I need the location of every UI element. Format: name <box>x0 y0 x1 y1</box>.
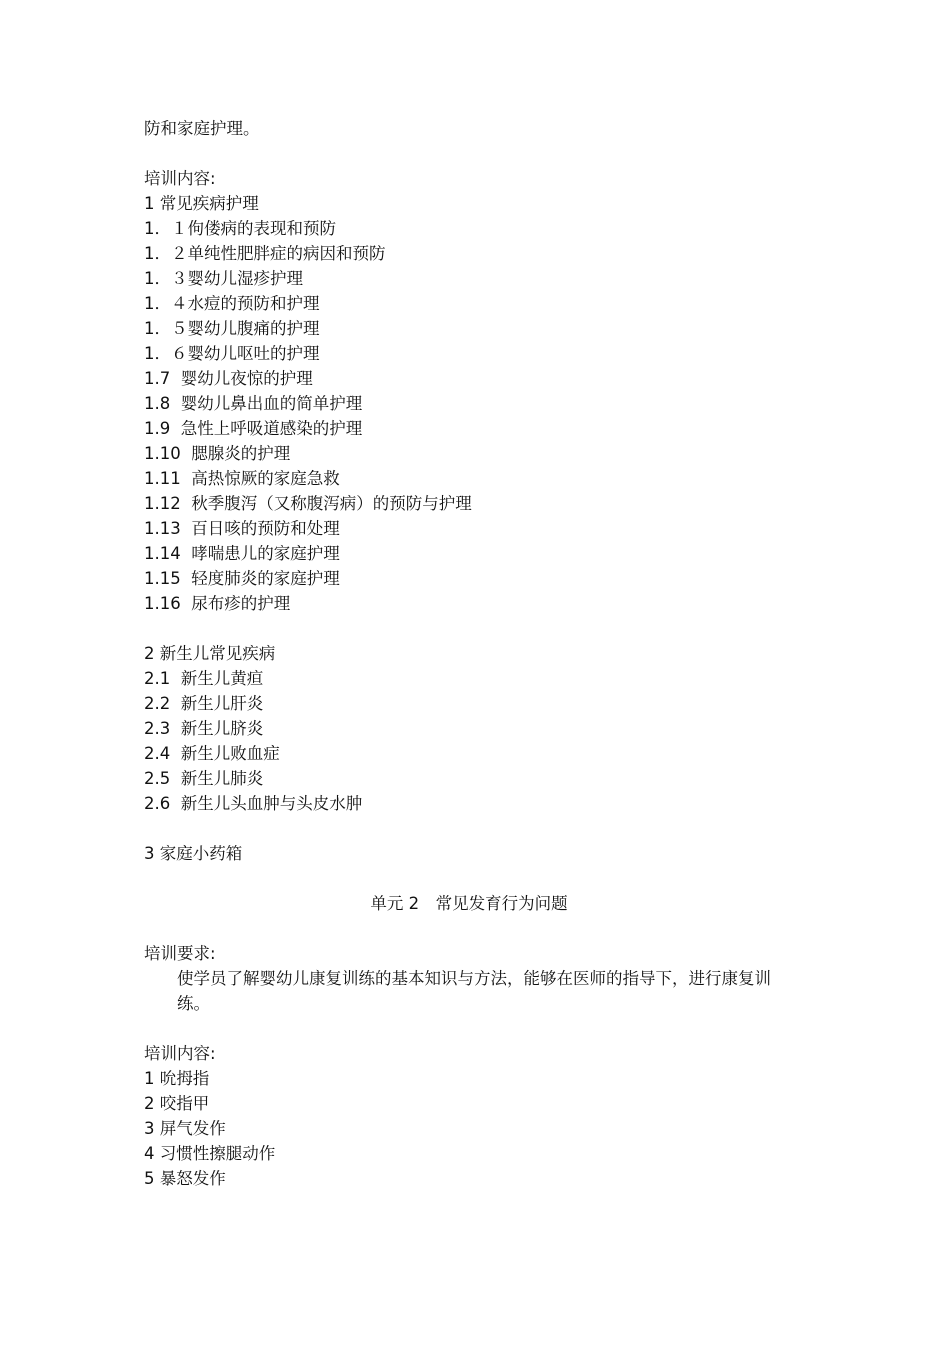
spacer <box>144 916 784 941</box>
spacer <box>144 141 784 166</box>
training-requirement-text: 使学员了解婴幼儿康复训练的基本知识与方法，能够在医师的指导下，进行康复训练。 <box>177 969 771 1013</box>
spacer <box>144 1016 784 1041</box>
list-item: 1.14 哮喘患儿的家庭护理 <box>144 544 340 563</box>
list-item: 2.3 新生儿脐炎 <box>144 719 264 738</box>
list-item: 1．６婴幼儿呕吐的护理 <box>144 344 320 363</box>
unit-title: 单元 2 常见发育行为问题 <box>370 894 568 913</box>
list-item: 1．５婴幼儿腹痛的护理 <box>144 319 320 338</box>
spacer <box>144 866 784 891</box>
training-content-label: 培训内容: <box>144 169 216 188</box>
list-item: 1．４水痘的预防和护理 <box>144 294 320 313</box>
training-content-label: 培训内容: <box>144 1044 216 1063</box>
list-item: 1.15 轻度肺炎的家庭护理 <box>144 569 340 588</box>
list-item: 2 新生儿常见疾病 <box>144 644 276 663</box>
list-item: 3 屏气发作 <box>144 1119 226 1138</box>
document-body <box>144 116 784 1191</box>
list-item: 1 吮拇指 <box>144 1069 210 1088</box>
list-item: 1.7 婴幼儿夜惊的护理 <box>144 369 313 388</box>
list-item: 5 暴怒发作 <box>144 1169 226 1188</box>
list-item: 1.12 秋季腹泻（又称腹泻病）的预防与护理 <box>144 494 472 513</box>
list-item: 2.5 新生儿肺炎 <box>144 769 264 788</box>
list-item: 1.13 百日咳的预防和处理 <box>144 519 340 538</box>
list-item: 1.16 尿布疹的护理 <box>144 594 291 613</box>
spacer <box>144 816 784 841</box>
list-item: 2.1 新生儿黄疸 <box>144 669 264 688</box>
list-item: 1.8 婴幼儿鼻出血的简单护理 <box>144 394 363 413</box>
list-item: 1.10 腮腺炎的护理 <box>144 444 291 463</box>
list-item: 1．２单纯性肥胖症的病因和预防 <box>144 244 386 263</box>
list-item: 1．３婴幼儿湿疹护理 <box>144 269 303 288</box>
list-item: 1 常见疾病护理 <box>144 194 259 213</box>
list-item: 1.9 急性上呼吸道感染的护理 <box>144 419 363 438</box>
list-item: 1．１佝偻病的表现和预防 <box>144 219 336 238</box>
training-requirement-label: 培训要求: <box>144 944 216 963</box>
list-item: 2.6 新生儿头血肿与头皮水肿 <box>144 794 363 813</box>
spacer <box>144 616 784 641</box>
list-item: 3 家庭小药箱 <box>144 844 243 863</box>
opening-line: 防和家庭护理。 <box>144 119 260 138</box>
list-item: 4 习惯性擦腿动作 <box>144 1144 276 1163</box>
list-item: 2.4 新生儿败血症 <box>144 744 280 763</box>
list-item: 2 咬指甲 <box>144 1094 210 1113</box>
list-item: 2.2 新生儿肝炎 <box>144 694 264 713</box>
list-item: 1.11 高热惊厥的家庭急救 <box>144 469 340 488</box>
